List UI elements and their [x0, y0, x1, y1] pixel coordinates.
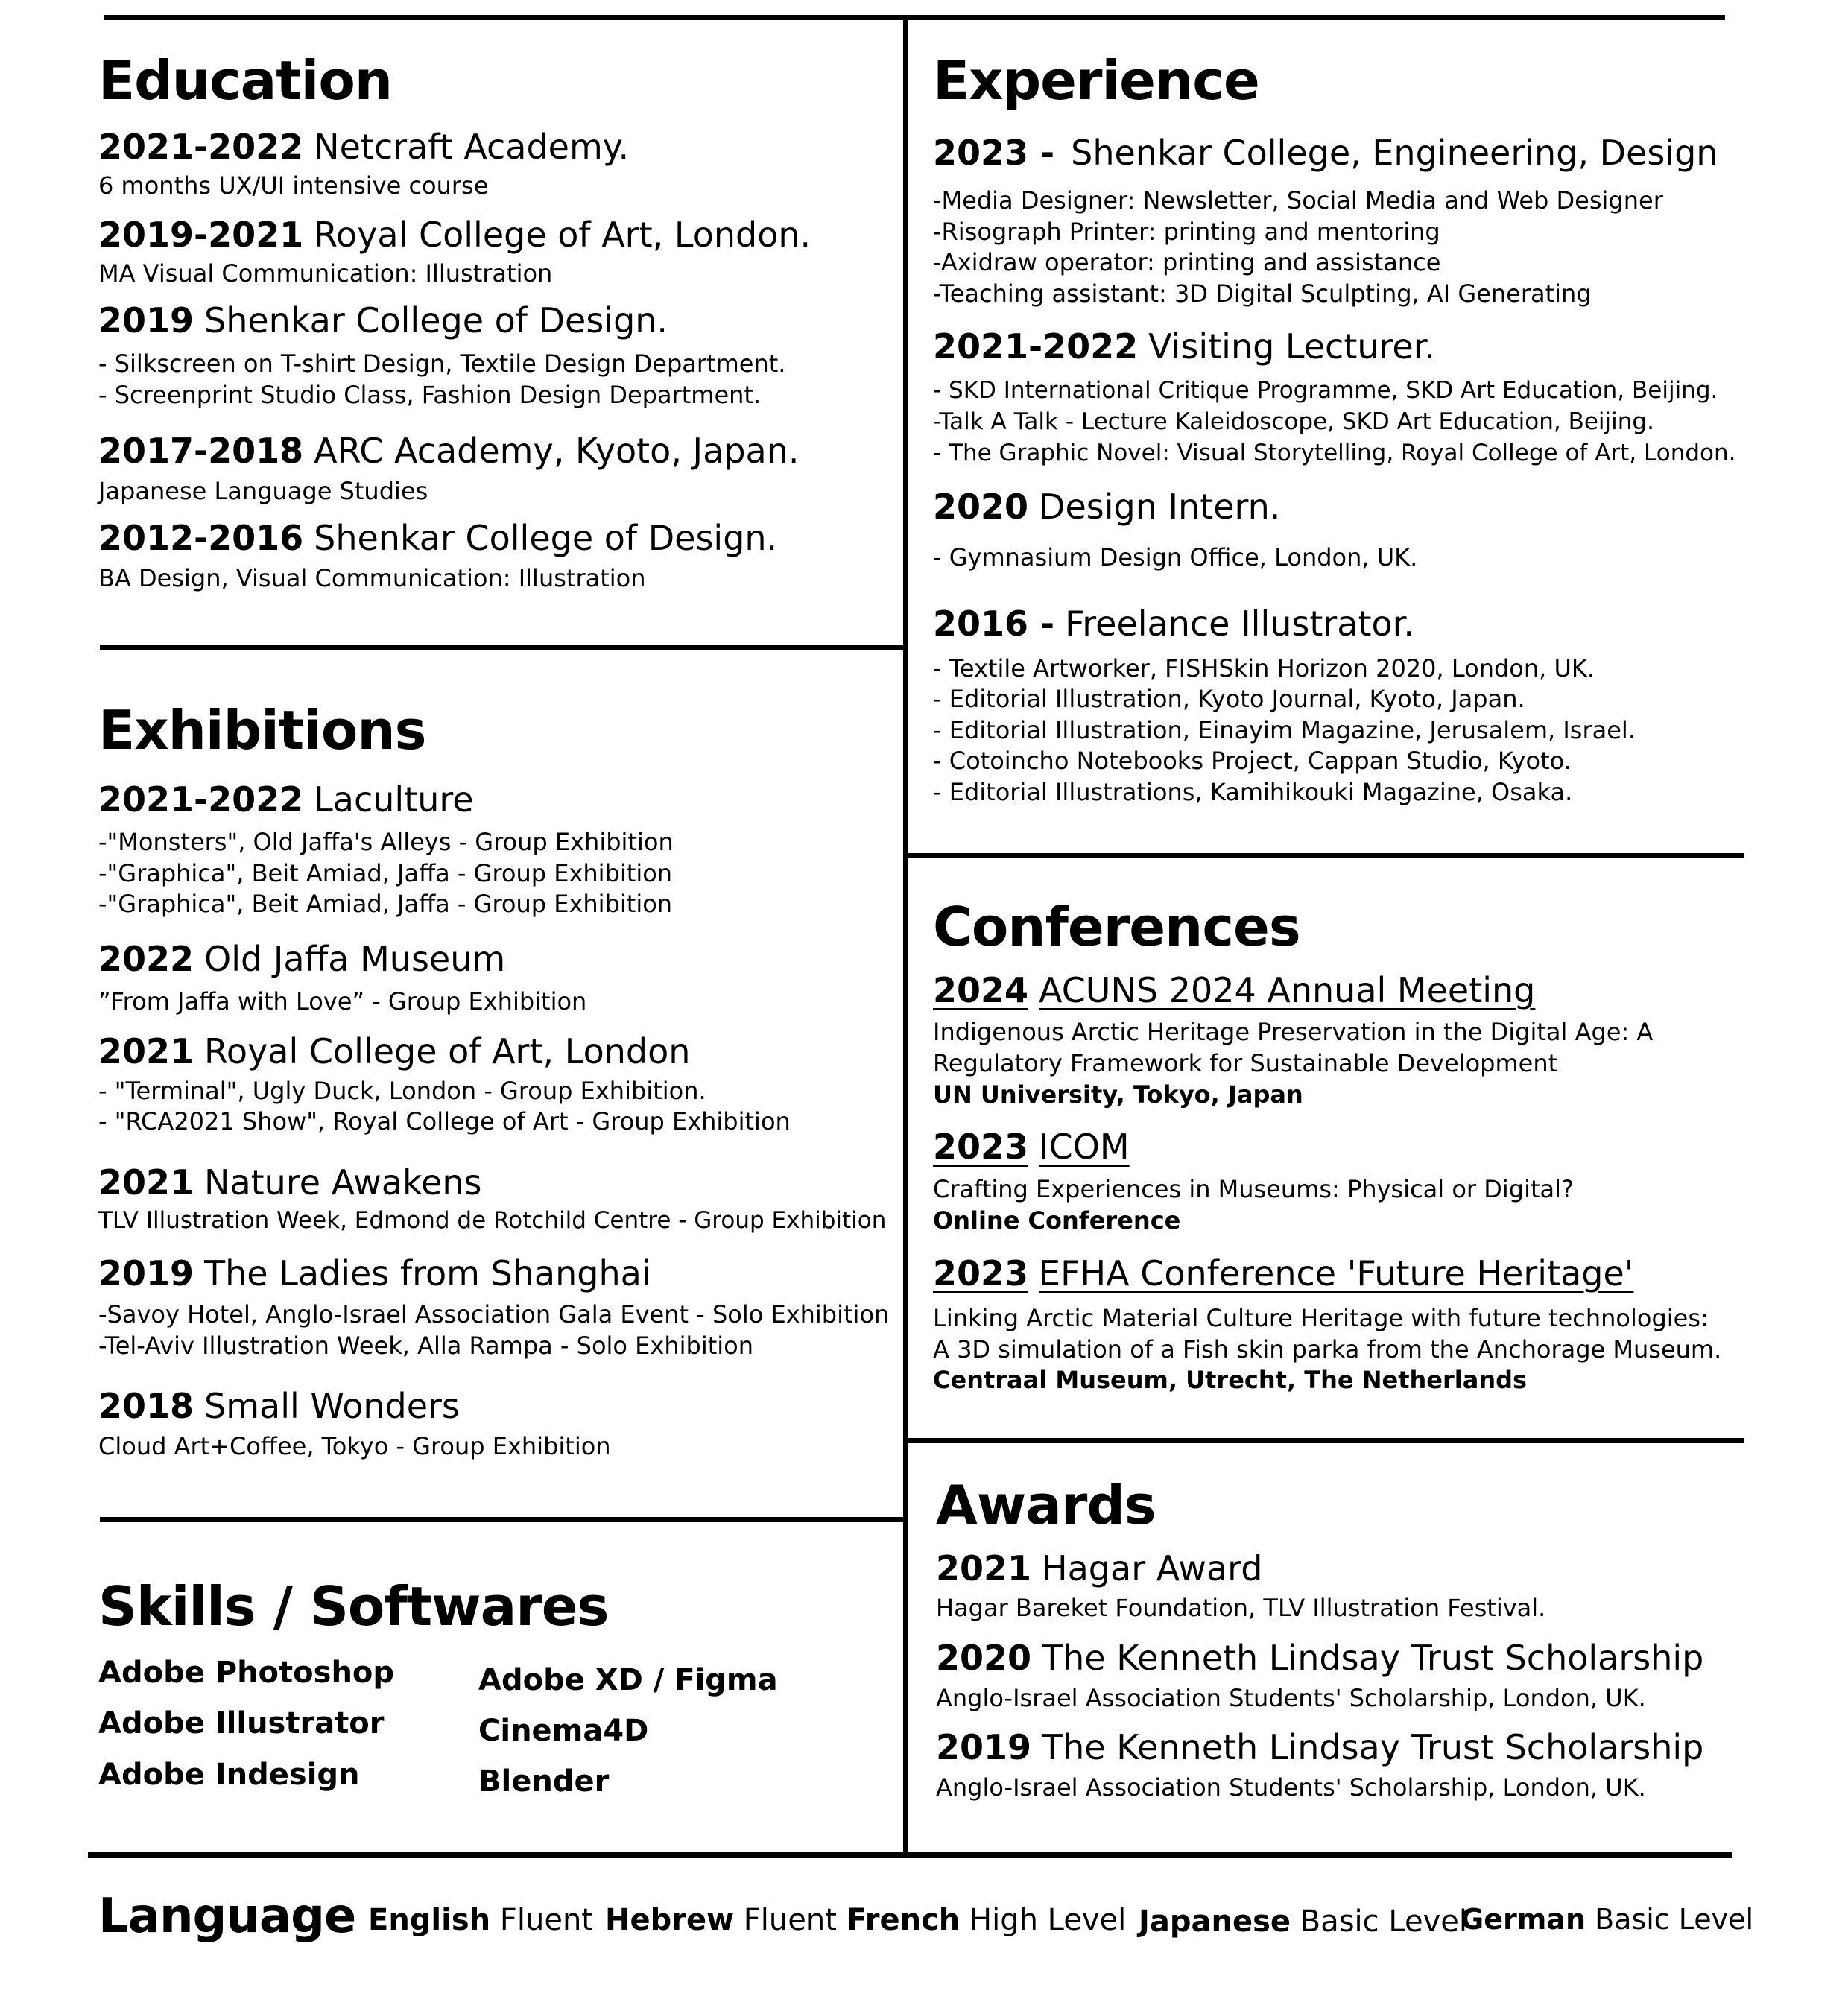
skill-item: Adobe XD / Figma	[478, 1663, 778, 1697]
skill-item: Cinema4D	[478, 1714, 649, 1748]
experience-entry: 2023 - Shenkar College, Engineering, Design	[933, 133, 1718, 173]
exhibition-detail: -"Graphica", Beit Amiad, Jaffa - Group Exhibition	[98, 859, 673, 887]
awards-heading: Awards	[936, 1474, 1156, 1536]
education-heading: Education	[98, 49, 393, 112]
language-item: German Basic Level	[1461, 1903, 1754, 1936]
award-detail: Anglo-Israel Association Students' Scholarship, London, UK.	[936, 1773, 1646, 1802]
award-entry: 2021 Hagar Award	[936, 1548, 1263, 1589]
experience-entry: 2020 Design Intern.	[933, 487, 1281, 527]
conferences-bottom-rule	[905, 1438, 1744, 1443]
top-rule	[104, 15, 1725, 20]
conference-detail: Indigenous Arctic Heritage Preservation in the Digital Age: A	[933, 1018, 1654, 1046]
experience-detail: -Teaching assistant: 3D Digital Sculpting, AI Generating	[933, 279, 1592, 308]
experience-heading: Experience	[933, 49, 1259, 112]
experience-detail: - Cotoincho Notebooks Project, Cappan Studio, Kyoto.	[933, 747, 1572, 775]
award-detail: Anglo-Israel Association Students' Scholarship, London, UK.	[936, 1684, 1646, 1712]
conference-entry: 2023 ICOM	[933, 1127, 1130, 1167]
exhibition-entry: 2019 The Ladies from Shanghai	[98, 1253, 651, 1293]
experience-detail: - SKD International Critique Programme, SKD Art Education, Beijing.	[933, 377, 1718, 404]
exhibition-detail: Cloud Art+Coffee, Tokyo - Group Exhibition	[98, 1432, 611, 1460]
experience-detail: -Media Designer: Newsletter, Social Media and Web Designer	[933, 186, 1663, 215]
center-divider	[903, 18, 908, 1855]
conference-entry: 2024 ACUNS 2024 Annual Meeting	[933, 970, 1536, 1010]
award-entry: 2020 The Kenneth Lindsay Trust Scholarship	[936, 1638, 1704, 1678]
experience-detail: - Textile Artworker, FISHSkin Horizon 2020, London, UK.	[933, 654, 1595, 683]
experience-detail: -Axidraw operator: printing and assistance	[933, 248, 1441, 276]
exhibition-detail: TLV Illustration Week, Edmond de Rotchild Centre - Group Exhibition	[98, 1207, 887, 1234]
exhibition-detail: -Tel-Aviv Illustration Week, Alla Rampa - Solo Exhibition	[98, 1331, 753, 1360]
exhibition-entry: 2021 Nature Awakens	[98, 1162, 482, 1203]
experience-detail: -Risograph Printer: printing and mentoring	[933, 218, 1440, 246]
conference-detail: Linking Arctic Material Culture Heritage with future technologies:	[933, 1304, 1709, 1332]
education-detail: MA Visual Communication: Illustration	[98, 259, 553, 288]
education-detail: 6 months UX/UI intensive course	[98, 171, 489, 200]
experience-entry: 2016 - Freelance Illustrator.	[933, 604, 1414, 644]
award-entry: 2019 The Kenneth Lindsay Trust Scholarship	[936, 1727, 1704, 1767]
conference-detail: A 3D simulation of a Fish skin parka from the Anchorage Museum.	[933, 1335, 1722, 1364]
experience-entry: 2021-2022 Visiting Lecturer.	[933, 326, 1436, 367]
experience-detail: -Talk A Talk - Lecture Kaleidoscope, SKD Art Education, Beijing.	[933, 408, 1654, 435]
exhibition-detail: ”From Jaffa with Love” - Group Exhibition	[98, 987, 587, 1016]
language-heading: Language	[98, 1889, 356, 1944]
conference-location: UN University, Tokyo, Japan	[933, 1080, 1303, 1109]
exhibition-detail: -Savoy Hotel, Anglo-Israel Association Gala Event - Solo Exhibition	[98, 1300, 890, 1328]
education-entry: 2019-2021 Royal College of Art, London.	[98, 215, 811, 255]
skill-item: Adobe Indesign	[98, 1758, 360, 1792]
education-detail: - Silkscreen on T-shirt Design, Textile Design Department.	[98, 349, 786, 378]
exhibitions-bottom-rule	[100, 1517, 906, 1522]
education-entry: 2012-2016 Shenkar College of Design.	[98, 518, 778, 558]
conference-detail: Regulatory Framework for Sustainable Development	[933, 1049, 1558, 1077]
conference-detail: Crafting Experiences in Museums: Physical or Digital?	[933, 1175, 1574, 1203]
language-item: Japanese Basic Level	[1139, 1904, 1467, 1939]
bottom-rule	[88, 1852, 1732, 1858]
education-entry: 2019 Shenkar College of Design.	[98, 300, 668, 341]
award-detail: Hagar Bareket Foundation, TLV Illustration Festival.	[936, 1594, 1546, 1622]
language-item: Hebrew Fluent	[605, 1903, 837, 1937]
conference-location: Centraal Museum, Utrecht, The Netherlands	[933, 1366, 1528, 1394]
conference-entry: 2023 EFHA Conference 'Future Heritage'	[933, 1253, 1634, 1293]
exhibition-entry: 2021 Royal College of Art, London	[98, 1031, 691, 1071]
exhibitions-heading: Exhibitions	[98, 699, 426, 761]
language-item: French High Level	[847, 1903, 1127, 1937]
conference-location: Online Conference	[933, 1206, 1181, 1235]
skill-item: Adobe Illustrator	[98, 1706, 385, 1741]
education-detail: - Screenprint Studio Class, Fashion Design Department.	[98, 381, 762, 409]
skill-item: Blender	[478, 1764, 610, 1799]
exhibition-entry: 2018 Small Wonders	[98, 1386, 460, 1426]
experience-detail: - Editorial Illustration, Kyoto Journal, Kyoto, Japan.	[933, 685, 1525, 713]
experience-detail: - The Graphic Novel: Visual Storytelling, Royal College of Art, London.	[933, 440, 1736, 466]
language-item: English Fluent	[368, 1903, 593, 1937]
conferences-heading: Conferences	[933, 896, 1300, 958]
skill-item: Adobe Photoshop	[98, 1656, 395, 1690]
experience-detail: - Editorial Illustration, Einayim Magazine, Jerusalem, Israel.	[933, 716, 1636, 744]
education-entry: 2017-2018 ARC Academy, Kyoto, Japan.	[98, 431, 800, 471]
exhibition-entry: 2022 Old Jaffa Museum	[98, 939, 506, 979]
exhibition-detail: -"Graphica", Beit Amiad, Jaffa - Group Exhibition	[98, 890, 673, 918]
education-bottom-rule	[100, 645, 906, 650]
exhibition-detail: - "RCA2021 Show", Royal College of Art - Group Exhibition	[98, 1107, 791, 1136]
exhibition-detail: -"Monsters", Old Jaffa's Alleys - Group Exhibition	[98, 828, 674, 856]
experience-detail: - Editorial Illustrations, Kamihikouki Magazine, Osaka.	[933, 778, 1573, 806]
skills-heading: Skills / Softwares	[98, 1575, 609, 1638]
experience-detail: - Gymnasium Design Office, London, UK.	[933, 543, 1418, 571]
education-detail: BA Design, Visual Communication: Illustration	[98, 564, 646, 592]
exhibition-entry: 2021-2022 Laculture	[98, 779, 474, 820]
education-entry: 2021-2022 Netcraft Academy.	[98, 127, 630, 167]
exhibition-detail: - "Terminal", Ugly Duck, London - Group Exhibition.	[98, 1077, 706, 1105]
experience-bottom-rule	[905, 853, 1744, 858]
education-detail: Japanese Language Studies	[98, 477, 428, 505]
